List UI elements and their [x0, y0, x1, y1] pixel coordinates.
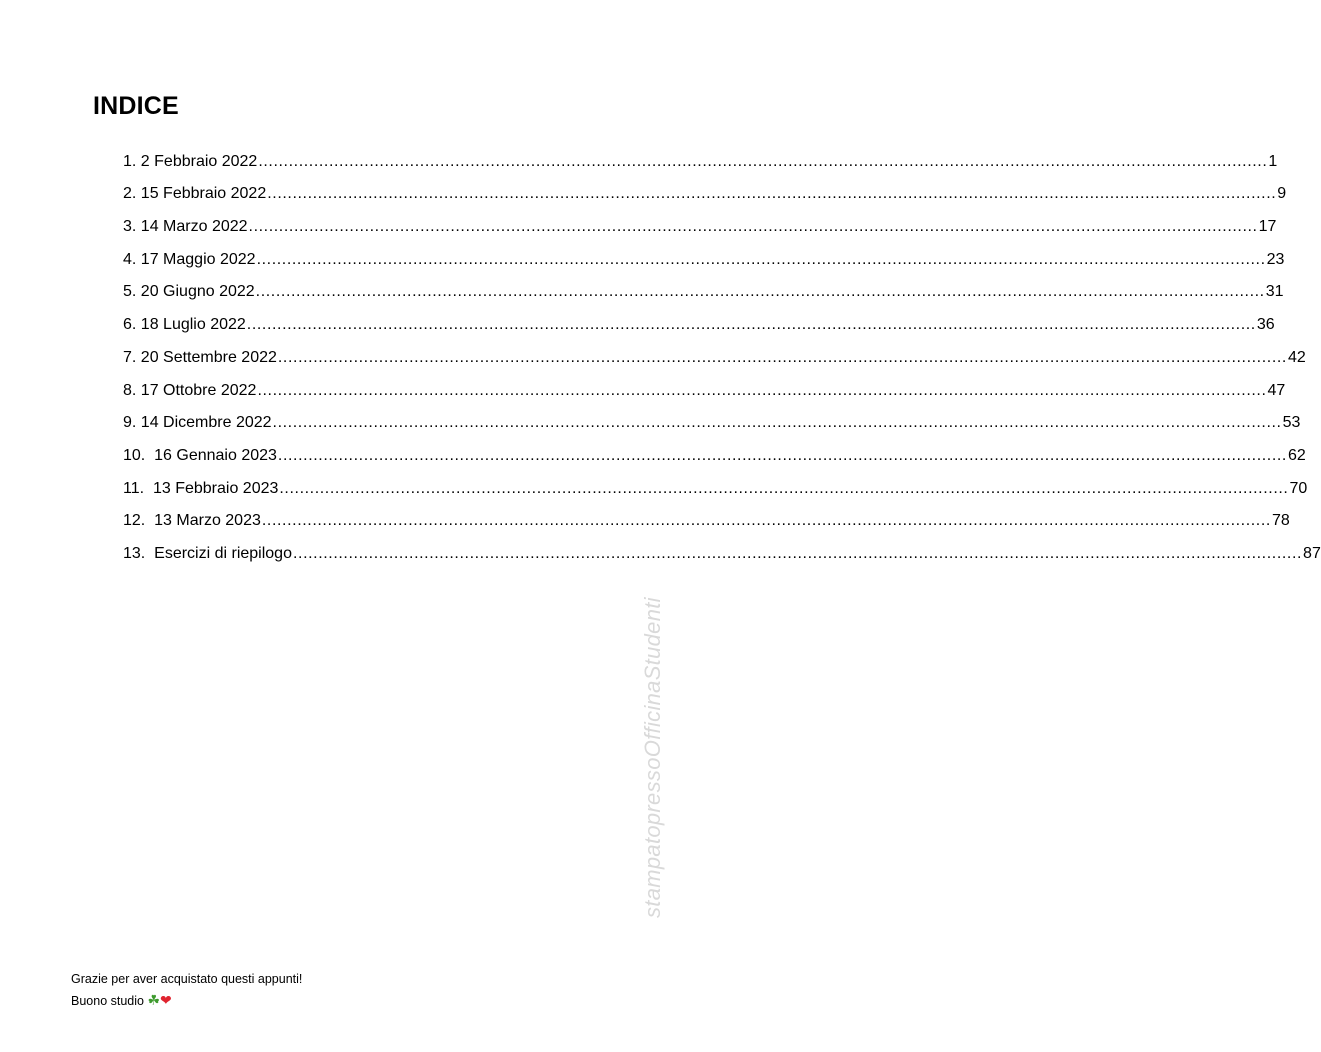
toc-number: 12.: [123, 512, 146, 530]
toc-page-number: 23: [1266, 250, 1285, 268]
toc-label: 15 Febbraio 2022: [140, 185, 267, 203]
toc-label: 14 Dicembre 2022: [140, 414, 272, 432]
toc-entry: [123, 465, 1308, 498]
toc-page-number: 70: [1289, 479, 1308, 497]
toc-leader: ........................................................................................................................................................................................................: [256, 250, 1266, 268]
toc-leader: ........................................................................................................................................................................................................: [261, 512, 1271, 530]
toc-entry: [123, 269, 1284, 302]
toc-page-number: 78: [1271, 512, 1290, 530]
toc-leader: ........................................................................................................................................................................................................: [246, 316, 1256, 334]
page-title: INDICE: [93, 92, 179, 120]
toc-page-number: 42: [1287, 348, 1306, 366]
toc-page-number: 9: [1277, 185, 1287, 203]
toc-page-number: 62: [1287, 446, 1306, 464]
toc-number: 1.: [123, 152, 137, 170]
table-of-contents: [123, 138, 1321, 563]
footer-note: [71, 969, 302, 1012]
clover-icon: ☘: [147, 992, 161, 1008]
toc-leader: ........................................................................................................................................................................................................: [248, 218, 1258, 236]
toc-label: 18 Luglio 2022: [140, 316, 246, 334]
footer-signoff-text: Buono studio: [71, 994, 144, 1008]
toc-number: 4.: [123, 250, 137, 268]
toc-number: 11.: [123, 479, 145, 497]
toc-entry: [123, 432, 1306, 465]
toc-entry: [123, 301, 1275, 334]
toc-number: 7.: [123, 348, 137, 366]
toc-number: 9.: [123, 414, 137, 432]
toc-page-number: 31: [1265, 283, 1284, 301]
toc-entry: [123, 334, 1306, 367]
toc-page-number: 87: [1303, 544, 1321, 562]
toc-label: 20 Settembre 2022: [140, 348, 277, 366]
toc-entry: [123, 171, 1287, 204]
toc-leader: ........................................................................................................................................................................................................: [272, 414, 1282, 432]
toc-leader: ........................................................................................................................................................................................................: [277, 348, 1287, 366]
toc-number: 10.: [123, 446, 146, 464]
toc-entry: [123, 203, 1277, 236]
toc-leader: ........................................................................................................................................................................................................: [255, 283, 1265, 301]
toc-label: 17 Ottobre 2022: [140, 381, 257, 399]
toc-number: 8.: [123, 381, 137, 399]
footer-signoff: [71, 990, 302, 1012]
toc-number: 2.: [123, 185, 137, 203]
toc-entry: [123, 367, 1286, 400]
toc-page-number: 36: [1256, 316, 1275, 334]
toc-leader: ........................................................................................................................................................................................................: [277, 446, 1287, 464]
toc-label: 14 Marzo 2022: [140, 218, 248, 236]
toc-entry: [123, 236, 1285, 269]
toc-entry: [123, 400, 1301, 433]
toc-label: 13 Febbraio 2023: [152, 479, 279, 497]
toc-entry: [123, 530, 1321, 563]
toc-page-number: 47: [1267, 381, 1286, 399]
toc-label: 17 Maggio 2022: [140, 250, 256, 268]
toc-label: 16 Gennaio 2023: [154, 446, 277, 464]
toc-number: 13.: [123, 544, 146, 562]
toc-label: 2 Febbraio 2022: [140, 152, 258, 170]
toc-leader: ........................................................................................................................................................................................................: [292, 544, 1303, 562]
toc-leader: ........................................................................................................................................................................................................: [267, 185, 1277, 203]
watermark: stampatopressoOfficinaStudenti: [640, 597, 665, 918]
toc-number: 5.: [123, 283, 137, 301]
toc-label: Esercizi di riepilogo: [154, 544, 292, 562]
footer-thanks: Grazie per aver acquistato questi appunti!: [71, 972, 303, 986]
toc-label: 20 Giugno 2022: [140, 283, 255, 301]
toc-number: 6.: [123, 316, 137, 334]
toc-page-number: 53: [1282, 414, 1301, 432]
toc-number: 3.: [123, 218, 137, 236]
heart-icon: ❤: [160, 992, 172, 1008]
toc-entry: [123, 498, 1290, 531]
toc-leader: ........................................................................................................................................................................................................: [279, 479, 1289, 497]
toc-label: 13 Marzo 2023: [154, 512, 261, 530]
toc-entry: [123, 138, 1278, 171]
toc-leader: ........................................................................................................................................................................................................: [258, 152, 1268, 170]
toc-page-number: 17: [1258, 218, 1277, 236]
toc-page-number: 1: [1268, 152, 1278, 170]
toc-leader: ........................................................................................................................................................................................................: [257, 381, 1267, 399]
